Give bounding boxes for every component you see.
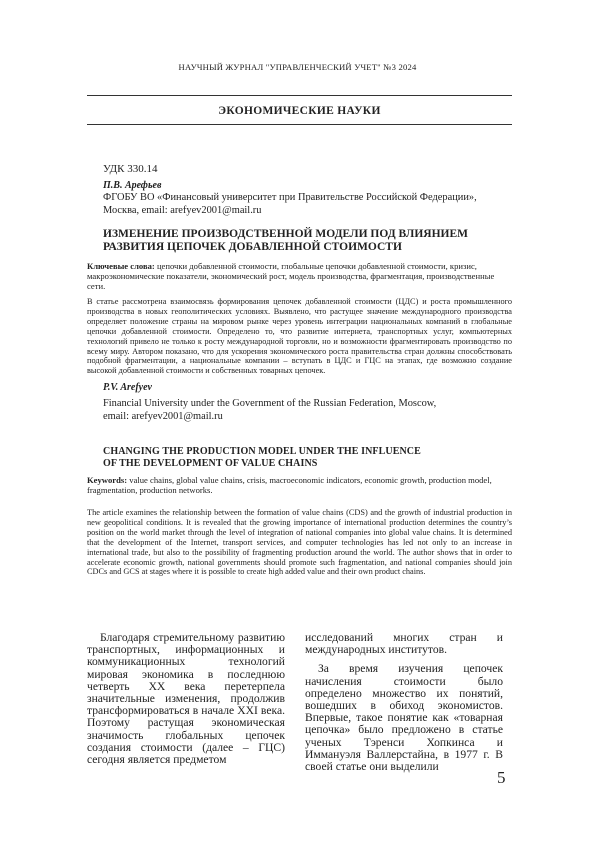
affiliation-ru-line: ФГОБУ ВО «Финансовый университет при Правительстве Российской Федерации», — [103, 192, 477, 203]
affiliation-ru-email-line: Москва, email: arefyev2001@mail.ru — [103, 204, 262, 216]
title-en-line-2: OF THE DEVELOPMENT OF VALUE CHAINS — [103, 458, 318, 470]
abstract-en: The article examines the relationship between the formation of value chains (CDS) and the growth of industrial production in new geopolitical conditions. It is revealed that the growing importance of international production determines the country’s position on the world market through the level of integration of national companies into global value chains. It is determined that the development of the Internet, transport services, and computer technologies has led not only to an increase in international trade, but also to the possibility of fragmenting production around the world. The author shows that in order to accelerate economic growth, national governments should promote such fragmentation, and national companies should join CDCs and GCS at stages where it is possible to create high added value and their own product chains. — [87, 508, 512, 577]
udc-code: УДК 330.14 — [103, 163, 158, 175]
body-paragraph-continued: исследований многих стран и международных институтов. — [305, 631, 503, 657]
keywords-ru-text: цепочки добавленной стоимости, глобальные цепочки добавленной стоимости, кризис, макроэкономические показатели, экономический рост, модель производства, фрагментация, производственные сети. — [87, 261, 495, 291]
author-en: P.V. Arefyev — [103, 382, 152, 393]
body-column-right — [305, 632, 503, 773]
body-paragraph: За время изучения цепочек начисления стоимости было определено множество их понятий, вошедших в обиход экономистов. Впервые, такое понятие как «товарная цепочка» было предложено в статье ученых Тэренси Хопкинса и Иммануэля Валлерстайна, в 1977 г. В своей статье они выделили — [305, 662, 503, 774]
title-ru-line-1: ИЗМЕНЕНИЕ ПРОИЗВОДСТВЕННОЙ МОДЕЛИ ПОД ВЛИЯНИЕМ — [103, 228, 468, 240]
keywords-ru — [87, 262, 512, 292]
article-title-ru — [103, 228, 523, 254]
affiliation-en — [103, 398, 513, 423]
affiliation-en-line: Financial University under the Government of the Russian Federation, Moscow, — [103, 398, 437, 409]
affiliation-ru — [103, 192, 513, 217]
keywords-en — [87, 476, 512, 496]
keywords-ru-label: Ключевые слова: — [87, 261, 155, 271]
author-ru: П.В. Арефьев — [103, 180, 162, 191]
section-heading: ЭКОНОМИЧЕСКИЕ НАУКИ — [218, 105, 381, 117]
body-column-left — [87, 632, 285, 766]
page-number: 5 — [497, 768, 506, 787]
running-head: НАУЧНЫЙ ЖУРНАЛ "УПРАВЛЕНЧЕСКИЙ УЧЕТ" №3 2024 — [178, 62, 417, 72]
body-paragraph: Благодаря стремительному развитию транспортных, информационных и коммуникационных технологий мировая экономика в последнюю четверть XX века перетерпела значительные изменения, продолжив трансформироваться в начале XXI века. Поэтому растущая экономическая значимость глобальных цепочек создания стоимости (далее – ГЦС) сегодня является предметом — [87, 631, 285, 767]
section-top-rule — [87, 95, 512, 96]
title-en-line-1: CHANGING THE PRODUCTION MODEL UNDER THE INFLUENCE — [103, 446, 421, 457]
keywords-en-text: value chains, global value chains, crisis, macroeconomic indicators, economic growth, production model, fragmentation, production networks. — [87, 475, 492, 495]
article-title-en — [103, 446, 523, 470]
affiliation-en-email-line: email: arefyev2001@mail.ru — [103, 410, 223, 422]
section-bottom-rule — [87, 124, 512, 125]
title-ru-line-2: РАЗВИТИЯ ЦЕПОЧЕК ДОБАВЛЕННОЙ СТОИМОСТИ — [103, 241, 402, 253]
keywords-en-label: Keywords: — [87, 475, 128, 485]
abstract-ru: В статье рассмотрена взаимосвязь формирования цепочек добавленной стоимости (ЦДС) и роста промышленного производства в новых геополитических условиях. Выявлено, что растущее значение международного производства определяет положение страны на мировом рынке через уровень интеграции национальных компаний в глобальные цепочки добавленной стоимости. Определено то, что развитие интернета, транспортных услуг, компьютерных технологий привело не только к росту международной торговли, но и возможности фрагментировать производство по всему миру. Автором показано, что для ускорения экономического роста правительства стран должны способствовать подобной фрагментации, а национальные компании – вступать в ЦДС и ГЦС на этапах, где возможно создание высокой добавленной стоимости и собственных товарных цепочек. — [87, 297, 512, 376]
